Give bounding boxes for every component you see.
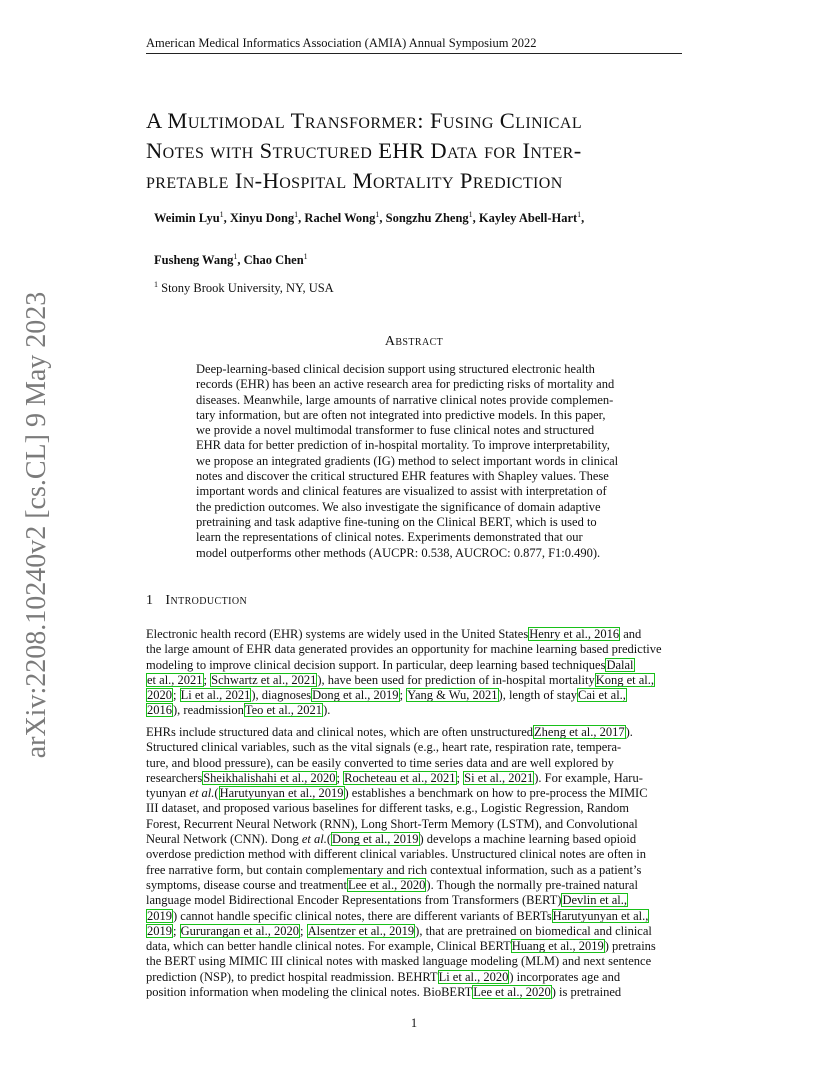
citation-link[interactable]: Huang et al., 2019 <box>511 939 604 954</box>
arxiv-stamp <box>17 290 57 760</box>
text-line: the large amount of EHR data generated provides an opportunity for machine learning based predictive <box>146 642 662 657</box>
abstract-line: model outperforms other methods (AUCPR: 0.538, AUCROC: 0.877, F1:0.490). <box>196 545 601 560</box>
abstract-line: the prediction outcomes. We also investigate the significance of domain adaptive <box>196 499 601 514</box>
abstract-line: we provide a novel multimodal transformer to fuse clinical notes and structured <box>196 423 595 438</box>
text-line: 2019; Gururangan et al., 2020; Alsentzer et al., 2019), that are pretrained on biomedical and clinical <box>147 923 652 938</box>
abstract-line: Deep-learning-based clinical decision support using structured electronic health <box>196 362 595 376</box>
citation-link[interactable]: Sheikhalishahi et al., 2020 <box>203 770 336 785</box>
citation-link[interactable]: 2020 <box>147 688 172 703</box>
abstract-line: EHR data for better prediction of in-hospital mortality. To improve interpretability, <box>196 438 610 453</box>
citation-link[interactable]: Gururangan et al., 2020 <box>180 923 299 938</box>
text-line: Electronic health record (EHR) systems are widely used in the United StatesHenry et al., 2016 and <box>146 627 642 641</box>
text-line: Structured clinical variables, such as the vital signals (e.g., heart rate, respiration rate, tempera- <box>146 740 622 755</box>
author-affiliation-mark: 1 <box>303 252 308 261</box>
author-affiliation-mark: 1 <box>294 210 299 219</box>
text-line: Neural Network (CNN). Dong et al.(Dong et al., 2019) develops a machine learning based opioid <box>146 832 637 847</box>
title-line: Notes with Structured EHR Data for Inter- <box>146 138 582 163</box>
abstract-line: notes and discover the critical structured EHR features with Shapley values. These <box>196 469 609 484</box>
author-name: Chao Chen <box>243 253 304 268</box>
citation-link[interactable]: 2019 <box>147 908 172 923</box>
text-line: Forest, Recurrent Neural Network (RNN), Long Short-Term Memory (LSTM), and Convolutional <box>146 816 638 831</box>
citation-link[interactable]: Rocheteau et al., 2021 <box>344 770 456 785</box>
author-affiliation-mark: 1 <box>219 210 224 219</box>
arxiv-stamp-text: arXiv:2208.10240v2 [cs.CL] 9 May 2023 <box>21 291 52 759</box>
citation-link[interactable]: Li et al., 2021 <box>180 688 251 703</box>
author-affiliation-mark: 1 <box>375 210 380 219</box>
abstract-line: learn the representations of clinical notes. Experiments demonstrated that our <box>196 530 583 545</box>
text-line: data, which can better handle clinical notes. For example, Clinical BERTHuang et al., 2019) pretrains <box>146 939 656 954</box>
citation-link[interactable]: Zheng et al., 2017 <box>534 725 625 739</box>
citation-link[interactable]: Henry et al., 2016 <box>529 627 620 641</box>
text-line: symptoms, disease course and treatmentLee et al., 2020). Though the normally pre-trained natural <box>146 877 638 892</box>
citation-link[interactable]: Si et al., 2021 <box>464 770 534 785</box>
citation-link[interactable]: Teo et al., 2021 <box>244 703 323 718</box>
author-name: Xinyu Dong <box>229 211 295 226</box>
citation-link[interactable]: Kong et al., <box>595 672 655 687</box>
text-line: 2020; Li et al., 2021), diagnosesDong et al., 2019; Yang & Wu, 2021), length of stayCai et al., <box>147 688 626 703</box>
citation-link[interactable]: Harutyunyan et al., 2019 <box>219 786 344 801</box>
section-title: Introduction <box>165 593 248 608</box>
affiliation-text: Stony Brook University, NY, USA <box>158 281 334 296</box>
text-line: EHRs include structured data and clinical notes, which are often unstructuredZheng et al., 2017). <box>146 725 633 739</box>
author-name: Weimin Lyu <box>154 211 220 226</box>
abstract-line: records (EHR) has been an active research area for predicting risks of mortality and <box>196 377 615 392</box>
text-line: the BERT using MIMIC III clinical notes with masked language modeling (MLM) and next sentence <box>146 954 652 969</box>
author-name: Kayley Abell-Hart <box>478 211 578 226</box>
abstract-line: we propose an integrated gradients (IG) method to select important words in clinical <box>196 453 619 468</box>
running-head: American Medical Informatics Association (AMIA) Annual Symposium 2022 <box>146 36 537 50</box>
author-list <box>154 210 684 268</box>
italic-text: et al. <box>189 786 215 801</box>
paragraph <box>146 627 686 719</box>
author-name: Songzhu Zheng <box>385 211 469 226</box>
affiliation <box>154 280 334 296</box>
section-number: 1 <box>146 593 154 608</box>
author-line: Fusheng Wang$^1$, Chao Chen$^1$ <box>154 252 308 268</box>
author-line: Weimin Lyu$^1$, Xinyu Dong$^1$, Rachel Wong$^1$, Songzhu Zheng$^1$, Kayley Abell-Hart$^1$, <box>154 210 585 226</box>
citation-link[interactable]: Dalal <box>606 657 634 672</box>
citation-link[interactable]: Lee et al., 2020 <box>348 877 426 892</box>
abstract-body <box>196 362 636 561</box>
text-line: overdose prediction method with different clinical variables. Unstructured clinical notes are often in <box>146 847 646 862</box>
author-affiliation-mark: 1 <box>577 210 582 219</box>
citation-link[interactable]: 2016 <box>147 703 172 718</box>
citation-link[interactable]: Schwartz et al., 2021 <box>211 672 317 687</box>
citation-link[interactable]: Li et al., 2020 <box>438 969 509 984</box>
text-line: 2016), readmissionTeo et al., 2021). <box>147 703 331 718</box>
author-name: Fusheng Wang <box>154 253 234 268</box>
citation-link[interactable]: Devlin et al., <box>562 893 628 908</box>
text-line: position information when modeling the clinical notes. BioBERTLee et al., 2020) is pretrained <box>146 985 622 1000</box>
citation-link[interactable]: Harutyunyan et al., <box>552 908 649 923</box>
abstract-heading: Abstract <box>384 334 444 349</box>
citation-link[interactable]: Lee et al., 2020 <box>473 985 551 1000</box>
text-line: ture, and blood pressure), can be easily converted to time series data and are well explored by <box>146 755 614 770</box>
citation-link[interactable]: Cai et al., <box>578 688 626 703</box>
title-line: A Multimodal Transformer: Fusing Clinical <box>146 108 582 133</box>
paragraph <box>146 725 686 1000</box>
abstract-line: pretraining and task adaptive fine-tuning on the Clinical BERT, which is used to <box>196 514 597 529</box>
text-line: III dataset, and proposed various baselines for different tasks, e.g., Logistic Regression, Random <box>146 801 629 816</box>
abstract-line: tary information, but are often not integrated into predictive models. In this paper, <box>196 407 606 422</box>
citation-link[interactable]: Dong et al., 2019 <box>312 688 399 703</box>
text-line: modeling to improve clinical decision support. In particular, deep learning based techniquesDalal <box>146 657 634 672</box>
text-line: language model Bidirectional Encoder Representations from Transformers (BERT)Devlin et al., <box>146 893 628 908</box>
text-line: prediction (NSP), to predict hospital readmission. BEHRTLi et al., 2020) incorporates age and <box>146 969 621 984</box>
author-name: Rachel Wong <box>304 211 376 226</box>
page-number: 1 <box>410 1016 418 1030</box>
section-heading <box>146 593 247 609</box>
affiliation-mark: 1 <box>154 280 158 289</box>
text-line: 2019) cannot handle specific clinical notes, there are different variants of BERTsHarutyunyan et al., <box>147 908 649 923</box>
citation-link[interactable]: Yang & Wu, 2021 <box>407 688 498 703</box>
italic-text: et al. <box>301 832 327 847</box>
citation-link[interactable]: et al., 2021 <box>147 672 203 687</box>
paper-title <box>146 106 686 196</box>
author-affiliation-mark: 1 <box>233 252 238 261</box>
text-line: tyunyan et al.(Harutyunyan et al., 2019) establishes a benchmark on how to pre-process the MIMIC <box>146 786 648 801</box>
header-rule <box>146 53 682 54</box>
title-line: pretable In-Hospital Mortality Prediction <box>146 168 563 193</box>
citation-link[interactable]: Dong et al., 2019 <box>332 832 419 847</box>
text-line: free narrative form, but contain complementary and rich contextual information, such as a patient’s <box>146 862 642 877</box>
abstract-line: important words and clinical features are visualized to assist with interpretation of <box>196 484 607 499</box>
citation-link[interactable]: 2019 <box>147 923 172 938</box>
text-line: researchersSheikhalishahi et al., 2020; Rocheteau et al., 2021; Si et al., 2021). For example, Haru- <box>146 770 643 785</box>
citation-link[interactable]: Alsentzer et al., 2019 <box>307 923 415 938</box>
author-affiliation-mark: 1 <box>468 210 473 219</box>
text-line: et al., 2021; Schwartz et al., 2021), have been used for prediction of in-hospital mortalityKong et al., <box>147 672 655 687</box>
abstract-line: diseases. Meanwhile, large amounts of narrative clinical notes provide complemen- <box>196 392 614 407</box>
